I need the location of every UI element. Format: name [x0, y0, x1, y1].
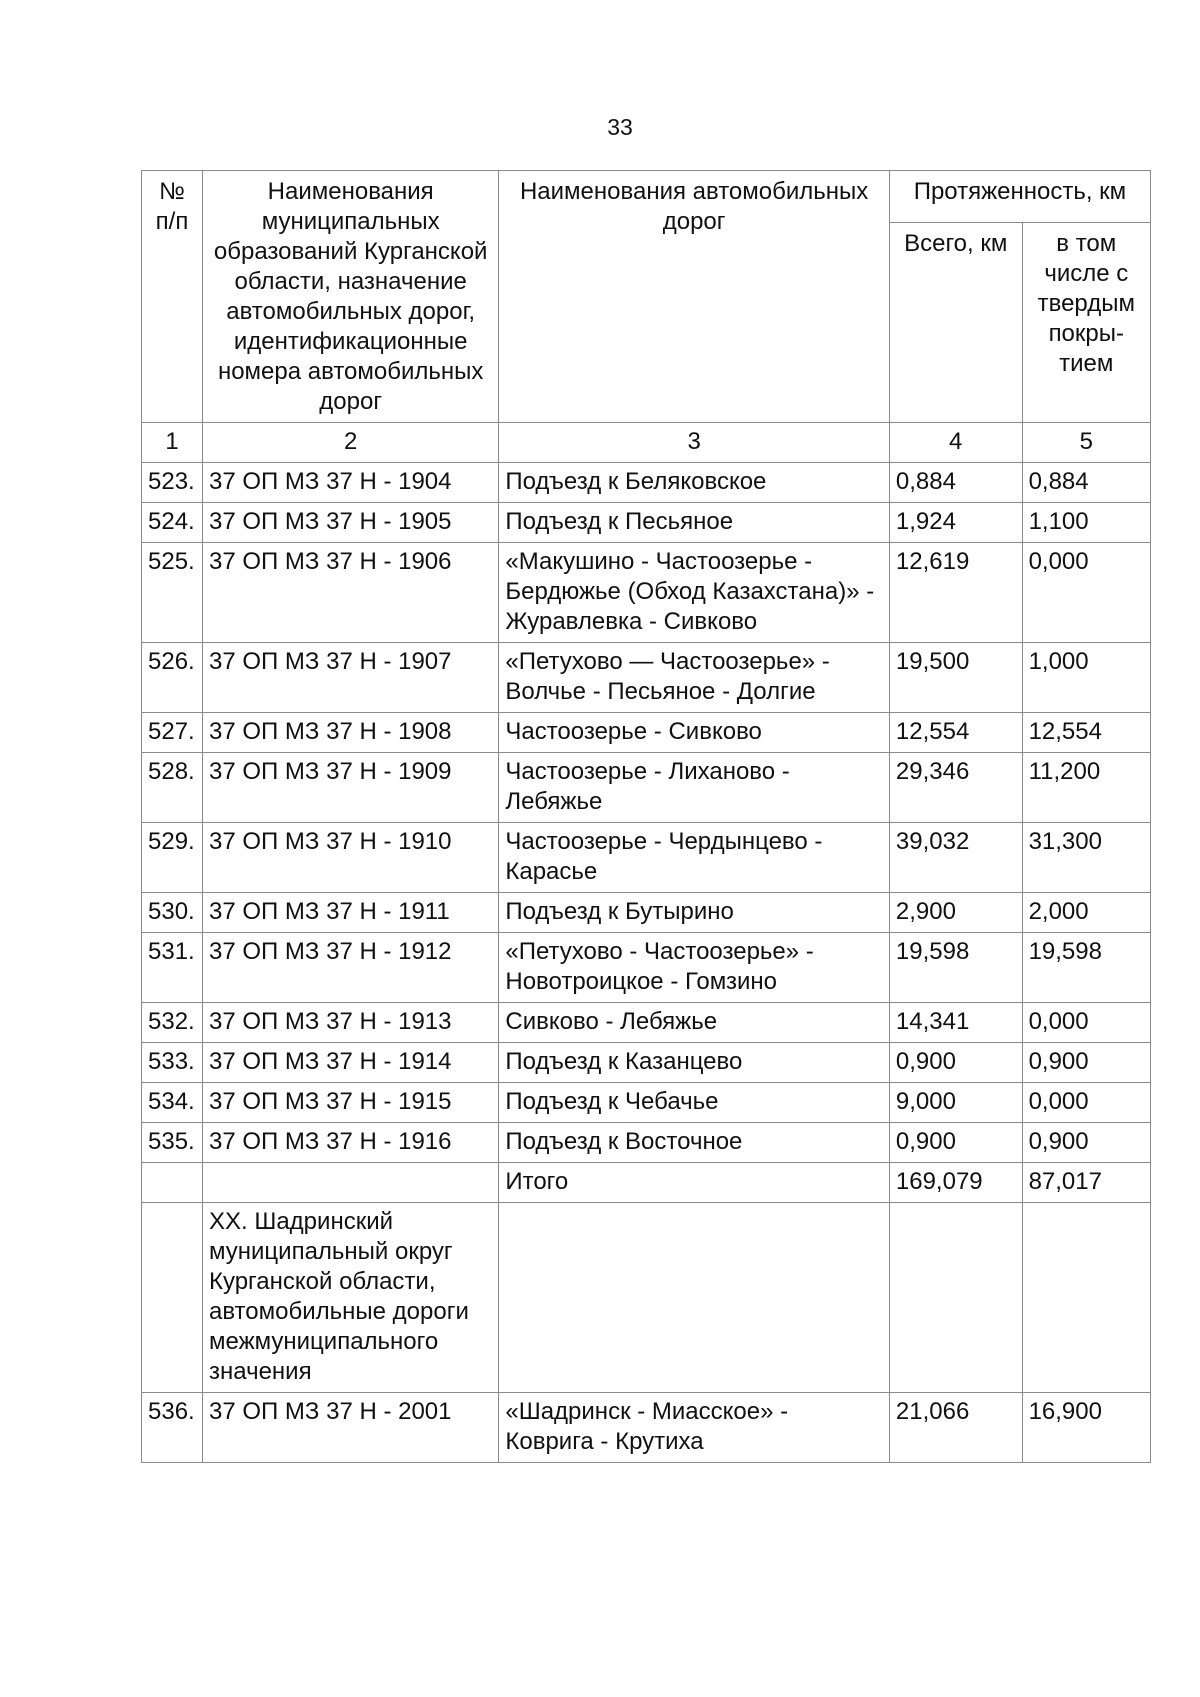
road-name: Частоозерье - Лиханово - Лебяжье: [499, 753, 890, 823]
road-name: Подъезд к Восточное: [499, 1123, 890, 1163]
column-number: 4: [889, 423, 1022, 463]
road-id: 37 ОП МЗ 37 Н - 1904: [202, 463, 498, 503]
table-row: [142, 1083, 1151, 1123]
total-label: Итого: [499, 1163, 890, 1203]
road-name: «Петухово — Частоозерье» - Волчье - Песьяное - Долгие: [499, 643, 890, 713]
row-number: 536.: [142, 1393, 203, 1463]
road-length-paved: 1,100: [1022, 503, 1150, 543]
road-id: 37 ОП МЗ 37 Н - 1912: [202, 933, 498, 1003]
road-length-total: 14,341: [889, 1003, 1022, 1043]
road-length-total: 29,346: [889, 753, 1022, 823]
row-number: 531.: [142, 933, 203, 1003]
row-number: 534.: [142, 1083, 203, 1123]
section-empty-cell: [1022, 1203, 1150, 1393]
table-row: [142, 503, 1151, 543]
road-name: «Шадринск - Миасское» - Коврига - Крутиха: [499, 1393, 890, 1463]
road-id: 37 ОП МЗ 37 Н - 1916: [202, 1123, 498, 1163]
road-length-total: 12,619: [889, 543, 1022, 643]
total-row: [142, 1163, 1151, 1203]
road-length-paved: 31,300: [1022, 823, 1150, 893]
road-length-paved: 0,900: [1022, 1123, 1150, 1163]
road-id: 37 ОП МЗ 37 Н - 1909: [202, 753, 498, 823]
page-number: 33: [607, 114, 633, 140]
road-id: 37 ОП МЗ 37 Н - 1910: [202, 823, 498, 893]
road-length-total: 21,066: [889, 1393, 1022, 1463]
road-name: Частоозерье - Чердынцево - Карасье: [499, 823, 890, 893]
road-length-total: 0,900: [889, 1123, 1022, 1163]
row-number: 532.: [142, 1003, 203, 1043]
road-name: Частоозерье - Сивково: [499, 713, 890, 753]
road-id: 37 ОП МЗ 37 Н - 1911: [202, 893, 498, 933]
total-paved-length: 87,017: [1022, 1163, 1150, 1203]
header-number: № п/п: [142, 171, 203, 423]
road-length-paved: 0,884: [1022, 463, 1150, 503]
table-row: [142, 713, 1151, 753]
table-row: [142, 1003, 1151, 1043]
road-length-paved: 11,200: [1022, 753, 1150, 823]
road-name: «Петухово - Частоозерье» - Новотроицкое - Гомзино: [499, 933, 890, 1003]
road-length-total: 19,500: [889, 643, 1022, 713]
table-row: [142, 1123, 1151, 1163]
road-length-paved: 1,000: [1022, 643, 1150, 713]
road-length-total: 2,900: [889, 893, 1022, 933]
header-length-paved: в том числе с твердым покры-тием: [1022, 222, 1150, 422]
road-length-total: 0,900: [889, 1043, 1022, 1083]
section-empty-cell: [889, 1203, 1022, 1393]
road-name: Подъезд к Казанцево: [499, 1043, 890, 1083]
column-number: 3: [499, 423, 890, 463]
table-row: [142, 1393, 1151, 1463]
total-length: 169,079: [889, 1163, 1022, 1203]
road-length-paved: 0,000: [1022, 1003, 1150, 1043]
road-id: 37 ОП МЗ 37 Н - 2001: [202, 1393, 498, 1463]
roads-table: [141, 170, 1151, 1463]
table-row: [142, 643, 1151, 713]
road-id: 37 ОП МЗ 37 Н - 1913: [202, 1003, 498, 1043]
row-number: 529.: [142, 823, 203, 893]
row-number: 527.: [142, 713, 203, 753]
section-number-cell: [142, 1203, 203, 1393]
row-number: 523.: [142, 463, 203, 503]
road-id: 37 ОП МЗ 37 Н - 1915: [202, 1083, 498, 1123]
road-id: 37 ОП МЗ 37 Н - 1906: [202, 543, 498, 643]
road-id: 37 ОП МЗ 37 Н - 1914: [202, 1043, 498, 1083]
header-municipality: Наименования муниципальных образований Курганской области, назначение автомобильных дорог, идентификационные номера автомобильных дорог: [202, 171, 498, 423]
road-name: Подъезд к Бутырино: [499, 893, 890, 933]
road-length-paved: 0,900: [1022, 1043, 1150, 1083]
table-row: [142, 1043, 1151, 1083]
row-number: 526.: [142, 643, 203, 713]
header-road-name: Наименования автомобильных дорог: [499, 171, 890, 423]
row-number: 533.: [142, 1043, 203, 1083]
road-name: Подъезд к Песьяное: [499, 503, 890, 543]
road-id: 37 ОП МЗ 37 Н - 1907: [202, 643, 498, 713]
row-number: 525.: [142, 543, 203, 643]
road-length-total: 12,554: [889, 713, 1022, 753]
road-length-paved: 0,000: [1022, 1083, 1150, 1123]
total-id-cell: [202, 1163, 498, 1203]
row-number: 524.: [142, 503, 203, 543]
table-row: [142, 823, 1151, 893]
table-row: [142, 753, 1151, 823]
table-row: [142, 463, 1151, 503]
row-number: 528.: [142, 753, 203, 823]
header-length-total: Всего, км: [889, 222, 1022, 422]
section-row: [142, 1203, 1151, 1393]
road-length-total: 19,598: [889, 933, 1022, 1003]
header-length: Протяженность, км: [889, 171, 1150, 223]
section-empty-cell: [499, 1203, 890, 1393]
road-name: «Макушино - Частоозерье - Бердюжье (Обход Казахстана)» - Журавлевка - Сивково: [499, 543, 890, 643]
road-name: Подъезд к Беляковское: [499, 463, 890, 503]
road-length-paved: 2,000: [1022, 893, 1150, 933]
table-row: [142, 543, 1151, 643]
road-id: 37 ОП МЗ 37 Н - 1908: [202, 713, 498, 753]
total-number-cell: [142, 1163, 203, 1203]
road-length-paved: 16,900: [1022, 1393, 1150, 1463]
road-length-paved: 19,598: [1022, 933, 1150, 1003]
row-number: 530.: [142, 893, 203, 933]
road-length-paved: 0,000: [1022, 543, 1150, 643]
table-row: [142, 933, 1151, 1003]
table-row: [142, 893, 1151, 933]
road-length-paved: 12,554: [1022, 713, 1150, 753]
row-number: 535.: [142, 1123, 203, 1163]
column-number: 5: [1022, 423, 1150, 463]
road-name: Подъезд к Чебачье: [499, 1083, 890, 1123]
road-name: Сивково - Лебяжье: [499, 1003, 890, 1043]
column-number-row: [142, 423, 1151, 463]
road-length-total: 0,884: [889, 463, 1022, 503]
road-id: 37 ОП МЗ 37 Н - 1905: [202, 503, 498, 543]
road-length-total: 1,924: [889, 503, 1022, 543]
column-number: 1: [142, 423, 203, 463]
section-title: XX. Шадринский муниципальный округ Курганской области, автомобильные дороги межмуниципального значения: [202, 1203, 498, 1393]
road-length-total: 9,000: [889, 1083, 1022, 1123]
table-header-row: [142, 171, 1151, 223]
road-length-total: 39,032: [889, 823, 1022, 893]
column-number: 2: [202, 423, 498, 463]
